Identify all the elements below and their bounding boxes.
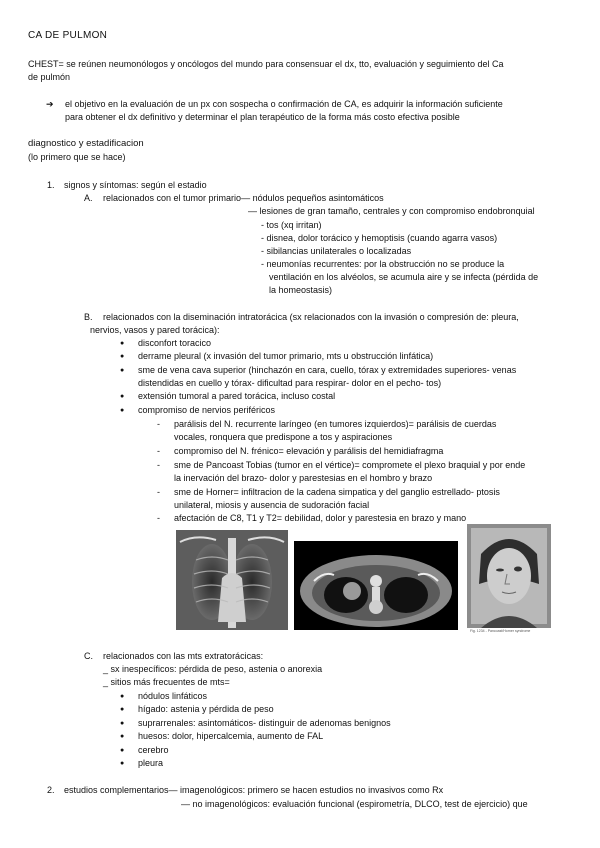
section-a-item: - sibilancias unilaterales o localizadas [261, 246, 412, 256]
section-c-line-2: _ sx inespecíficos: pérdida de peso, astenia o anorexia [103, 664, 323, 674]
objective-line-2: para obtener el dx definitivo y determinar el plan terapéutico de la forma más costo efectiva posible [65, 112, 460, 122]
section-b-bullet: extensión tumoral a pared torácica, incluso costal [138, 391, 336, 401]
arrow-icon: ➔ [46, 99, 54, 109]
section-c-letter: C. [84, 651, 93, 661]
section-b-line-2: nervios, vasos y pared torácica): [90, 325, 220, 335]
section-a-line-2: — lesiones de gran tamaño, centrales y con compromiso endobronquial [248, 206, 535, 216]
section-b-bullet-cont: distendidas en cuello y tórax- dificultad para respirar- dolor en el pecho- tos) [138, 378, 442, 388]
dash-icon: - [157, 419, 160, 429]
section-a-item: la homeostasis) [269, 285, 333, 295]
section-a-item: - tos (xq irritan) [261, 220, 322, 230]
item-1-label: signos y síntomas: según el estadio [64, 180, 207, 190]
section-c-bullet: hígado: astenia y pérdida de peso [138, 704, 274, 714]
section-a-letter: A. [84, 193, 93, 203]
bullet-icon: ● [120, 720, 125, 727]
section-b-line-1: relacionados con la diseminación intratorácica (sx relacionados con la invasión o compresión de: pleura, [103, 312, 519, 322]
page-title: CA DE PULMON [28, 30, 108, 41]
dash-icon: - [157, 446, 160, 456]
chest-xray-image [176, 530, 288, 630]
nerve-item: parálisis del N. recurrente laríngeo (en tumores izquierdos)= parálisis de cuerdas [174, 419, 497, 429]
ct-scan-image [294, 541, 458, 630]
objective-line-1: el objetivo en la evaluación de un px con sospecha o confirmación de CA, es adquirir la información suficiente [65, 99, 503, 109]
section-a-item: - disnea, dolor torácico y hemoptisis (cuando agarra vasos) [261, 233, 498, 243]
section-c-bullet: pleura [138, 758, 164, 768]
section-b-bullet: sme de vena cava superior (hinchazón en cara, cuello, tórax y extremidades superiores- venas [138, 365, 517, 375]
bullet-icon: ● [120, 367, 125, 374]
section-b-letter: B. [84, 312, 93, 322]
diag-heading: diagnostico y estadificacion [28, 138, 144, 149]
item-2-line-1: estudios complementarios— imagenológicos: primero se hacen estudios no invasivos como Rx [64, 785, 444, 795]
nerve-item: sme de Pancoast Tobias (tumor en el vértice)= compromete el plexo braquial y por ende [174, 460, 526, 470]
photo-caption: Fig. 1234 - Pancoast/Horner syndrome [470, 629, 531, 633]
bullet-icon: ● [120, 393, 125, 400]
item-1-number: 1. [47, 180, 55, 190]
bullet-icon: ● [120, 747, 125, 754]
nerve-item-cont: unilateral, miosis y ausencia de sudoración facial [174, 500, 370, 510]
chest-line-2: de pulmón [28, 72, 71, 82]
bullet-icon: ● [120, 760, 125, 767]
dash-icon: - [157, 487, 160, 497]
section-b-bullet: derrame pleural (x invasión del tumor primario, mts u obstrucción linfática) [138, 351, 434, 361]
section-c-bullet: suprarrenales: asintomáticos- distinguir de adenomas benignos [138, 718, 391, 728]
diag-subheading: (lo primero que se hace) [28, 152, 126, 162]
nerve-item: afectación de C8, T1 y T2= debilidad, dolor y parestesia en brazo y mano [174, 513, 467, 523]
chest-line-1: CHEST= se reúnen neumonólogos y oncólogos del mundo para consensuar el dx, tto, evaluación y seguimiento del Ca [28, 59, 504, 69]
section-a-line-1: relacionados con el tumor primario— nódulos pequeños asintomáticos [103, 193, 384, 203]
section-b-bullet: compromiso de nervios periféricos [138, 405, 276, 415]
dash-icon: - [157, 513, 160, 523]
section-c-bullet: cerebro [138, 745, 169, 755]
bullet-icon: ● [120, 733, 125, 740]
horner-patient-photo [467, 524, 551, 628]
nerve-item: sme de Horner= infiltracion de la cadena simpatica y del ganglio estrellado- ptosis [174, 487, 500, 497]
bullet-icon: ● [120, 706, 125, 713]
item-2-number: 2. [47, 785, 55, 795]
bullet-icon: ● [120, 340, 125, 347]
section-b-bullet: disconfort toracico [138, 338, 212, 348]
nerve-item: compromiso del N. frénico= elevación y parálisis del hemidiafragma [174, 446, 444, 456]
dash-icon: - [157, 460, 160, 470]
item-2-line-2: — no imagenológicos: evaluación funcional (espirometría, DLCO, test de ejercicio) que [181, 799, 528, 809]
section-c-line-3: _ sitios más frecuentes de mts= [103, 677, 230, 687]
bullet-icon: ● [120, 693, 125, 700]
section-a-item: - neumonías recurrentes: por la obstrucción no se produce la [261, 259, 505, 269]
section-a-item: ventilación en los alvéolos, se acumula aire y se infecta (pérdida de [269, 272, 539, 282]
nerve-item-cont: vocales, ronquera que predispone a tos y aspiraciones [174, 432, 393, 442]
section-c-line-1: relacionados con las mts extratorácicas: [103, 651, 264, 661]
section-c-bullet: nódulos linfáticos [138, 691, 208, 701]
section-c-bullet: huesos: dolor, hipercalcemia, aumento de FAL [138, 731, 324, 741]
bullet-icon: ● [120, 407, 125, 414]
bullet-icon: ● [120, 353, 125, 360]
nerve-item-cont: la inervación del brazo- dolor y parestesias en el hombro y brazo [174, 473, 433, 483]
